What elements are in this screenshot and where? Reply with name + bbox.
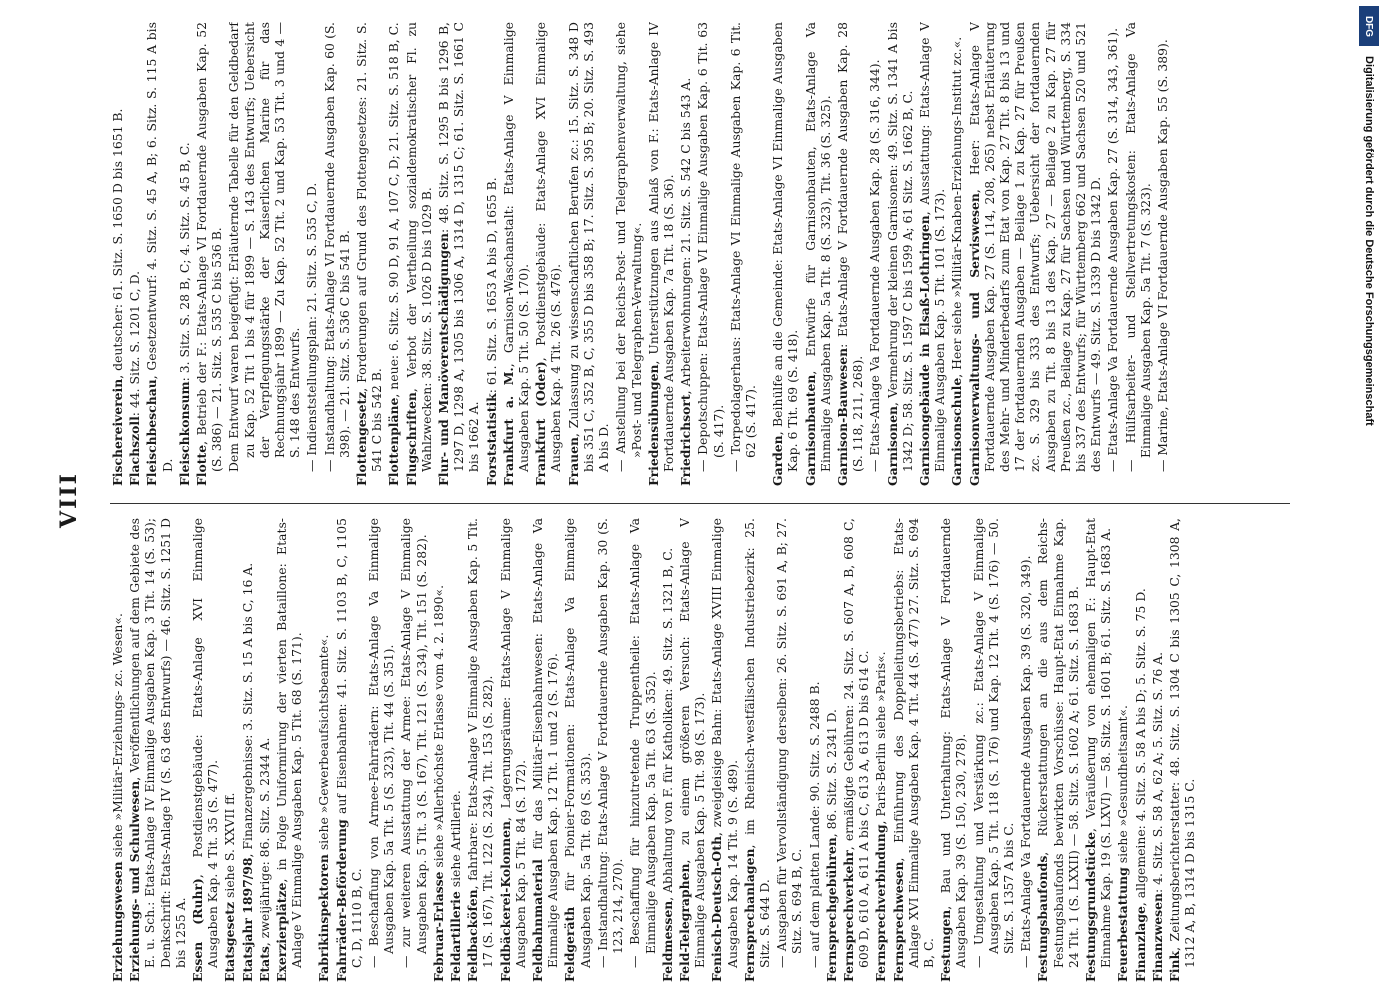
entry-text: siehe »Gesundheitsamt«.	[1115, 705, 1131, 868]
entry-text: , Finanzergebnisse: 3. Sitz. S. 15 A bis C, 16 A.	[239, 562, 255, 858]
entry-text: , in Folge Uniformirung der vierten Bataillone: Etats-Anlage V Einmalige Ausgaben Kap. 5 Tit. 68 (S. 171).	[274, 518, 305, 968]
entry-text: , zweigleisige Bahn: Etats-Anlage XVIII Einmalige Ausgaben Kap. 14 Tit. 9 (S. 489).	[709, 518, 740, 968]
entry-text: , zweijährige: 86. Sitz. S. 2344 A.	[256, 737, 272, 947]
side-strip	[1355, 0, 1383, 1000]
index-entry	[110, 22, 125, 486]
index-entry	[334, 518, 364, 982]
entry-headword: Fernsprechverbindung	[873, 824, 889, 982]
index-entry	[595, 518, 625, 982]
entry-headword: Flottengesetz	[354, 391, 370, 486]
entry-headword: Garnisonen	[884, 406, 900, 486]
index-entry	[366, 518, 396, 982]
entry-headword: Garnisongebäude in Elsaß-Lothringen	[916, 215, 932, 486]
index-entry	[436, 22, 482, 486]
entry-text: — Torpedolagerhaus: Etats-Anlage VI Einmalige Ausgaben Kap. 6 Tit. 62 (S. 417).	[727, 22, 758, 472]
entry-text: , Paris-Berlin siehe »Paris«.	[873, 651, 889, 825]
index-entry	[322, 22, 352, 486]
entry-text: , Postdienstgebäude: Etats-Anlage XVI Einmalige Ausgaben Kap. 4 Tit. 35 (S. 477).	[190, 518, 221, 968]
entry-headword: Forststatistik	[483, 393, 499, 486]
entry-headword: Frauen	[565, 436, 581, 486]
index-entry	[1115, 518, 1130, 982]
entry-headword: Flotte	[194, 444, 210, 486]
index-entry	[144, 22, 174, 486]
index-entry	[770, 22, 800, 486]
entry-headword: Finanzlage	[1132, 906, 1148, 982]
index-entry	[431, 518, 446, 982]
entry-text: , Bau und Unterhaltung: Etats-Anlage V Fortdauernde Ausgaben Kap. 39 (S. 150, 230, 278).	[938, 518, 969, 968]
entry-headword: Friedrichsort	[678, 394, 694, 486]
entry-headword: Feldbacköfen	[465, 889, 481, 982]
index-entry	[742, 518, 772, 982]
entry-headword: Fernsprechverkehr	[840, 850, 856, 982]
index-entry	[484, 22, 499, 486]
entry-text: — Depotschuppen: Etats-Anlage VI Einmalige Ausgaben Kap. 6 Tit. 63 (S. 417).	[695, 22, 726, 472]
index-entry	[824, 518, 839, 982]
index-entry	[1105, 22, 1120, 486]
index-entry	[660, 518, 675, 982]
entry-headword: Garden	[770, 435, 786, 486]
entry-headword: Fernsprechwesen	[890, 861, 906, 982]
entry-headword: Feldbäckerei-Kolonnen	[497, 821, 513, 982]
index-entry	[1133, 518, 1148, 982]
entry-headword: Flachszoll	[127, 416, 143, 486]
entry-text: , Rückerstattungen an die aus dem Reichs-Festungsbaufonds bewirkten Vorschüsse: Haupt-Etat Einnahme Kap. 24 Tit. 1 (S. LXXII) — 58. Sitz. S. 1602 A; 61. Sitz. S. 1683 B.	[1035, 518, 1081, 968]
entry-text: , Arbeiterwohnungen: 21. Sitz. S. 542 C bis 543 A.	[678, 77, 694, 395]
index-entry	[448, 518, 463, 982]
entry-text: siehe »Militär-Erziehungs- zc. Wesen«.	[110, 613, 125, 862]
index-entry	[354, 22, 384, 486]
entry-text: siehe S. XXVII ff.	[222, 792, 238, 902]
entry-text: , im Rheinisch-westfälischen Industriebezirk: 25. Sitz. S. 644 D.	[741, 518, 772, 968]
index-entry	[646, 22, 676, 486]
index-entry	[709, 518, 739, 982]
entry-text: auf Eisenbahnen: 41. Sitz. S. 1103 B, C, 1105 C, D, 1110 B, C.	[333, 518, 364, 968]
entry-headword: Fischereiverein	[110, 378, 125, 486]
entry-headword: Fernsprechgebühren	[823, 837, 839, 982]
entry-headword: Fenisch-Deutsch-Oth	[709, 836, 725, 982]
index-entry	[774, 518, 804, 982]
entry-headword: Feuerbestattung	[1115, 867, 1131, 982]
entry-headword: Flur- und Manöverentschädigungen	[436, 233, 452, 486]
index-entry	[562, 518, 592, 982]
index-entry	[677, 518, 707, 982]
entry-text: , deutscher: 61. Sitz. S. 1650 D bis 1651 B.	[110, 108, 125, 379]
index-entry	[917, 22, 947, 486]
entry-text: , Forderungen auf Grund des Flottengesetzes: 21. Sitz. S. 541 C bis 542 B.	[354, 22, 385, 472]
index-entry	[885, 22, 915, 486]
entry-text: siehe »Gewerbeaufsichtsbeamte«.	[316, 634, 332, 855]
entry-text: — Anstellung bei der Reichs-Post- und Telegraphenverwaltung, siehe »Post- und Telegraphen-Verwaltung«.	[613, 22, 644, 472]
entry-headword: Festungen	[938, 909, 954, 982]
index-entry	[728, 22, 758, 486]
index-entry	[304, 22, 319, 486]
index-entry	[867, 22, 882, 486]
entry-headword: Frankfurt (Oder)	[533, 361, 549, 486]
index-entry	[695, 22, 725, 486]
entry-headword: Garnison-Bauwesen	[834, 347, 850, 486]
entry-headword: Feldartillerie	[448, 891, 464, 982]
index-entry	[678, 22, 693, 486]
index-entry	[194, 22, 224, 486]
index-entry	[971, 518, 1017, 982]
entry-text: für Pionier-Formationen: Etats-Anlage Va Einmalige Ausgaben Kap. 5a Tit. 69 (S. 353).	[562, 518, 593, 968]
entry-headword: Fernsprechanlagen	[741, 848, 757, 982]
index-column-left	[110, 518, 1290, 982]
entry-text: — Indienststellungsplan: 21. Sitz. S. 535 C, D.	[304, 182, 320, 472]
entry-headword: Etatsjahr 1897/98	[239, 857, 255, 982]
entry-headword: Etats	[256, 946, 272, 982]
index-entry	[222, 518, 237, 982]
index-entry	[807, 518, 822, 982]
entry-headword: Feldbahnmaterial	[530, 859, 546, 982]
entry-text: — Beschaffung für hinzutretende Truppentheile: Etats-Anlage Va Einmalige Ausgaben Kap. 5a Tit. 63 (S. 352).	[627, 518, 658, 968]
entry-headword: Erziehungs- und Schulwesen	[127, 780, 143, 982]
index-entry	[1018, 518, 1033, 982]
entry-text: , Postdienstgebäude: Etats-Anlage XVI Einmalige Ausgaben Kap. 4 Tit. 26 (S. 476).	[533, 22, 564, 472]
entry-headword: Flottenpläne	[386, 397, 402, 486]
index-entry	[127, 518, 188, 982]
entry-text: , Abhaltung von F. für Katholiken: 49. Sitz. S. 1321 B, C.	[659, 547, 675, 901]
dfg-logo: DFG	[1359, 6, 1379, 46]
entry-headword: Fahrräder-Beförderung	[333, 819, 349, 982]
entry-headword: Frankfurt a. M.	[500, 367, 516, 486]
entry-text: , Garnison-Waschanstalt: Etats-Anlage V Einmalige Ausgaben Kap. 5 Tit. 50 (S. 170).	[500, 22, 532, 472]
index-entry	[274, 518, 304, 982]
entry-text: : 3. Sitz. S. 28 B, C; 4. Sitz. S. 45 B, C.	[176, 142, 192, 382]
entry-headword: Feldmessen	[659, 900, 675, 982]
index-entry	[1167, 518, 1197, 982]
page-number: VIII	[56, 472, 82, 528]
entry-headword: Etatsgesetz	[222, 901, 238, 982]
entry-text: , Zeitungsberichterstatter: 48. Sitz. S. 1304 C bis 1305 C, 1308 A, 1312 A, B, 1314 D bis 1315 C.	[1167, 518, 1198, 968]
index-entry	[613, 22, 643, 486]
entry-headword: Finanzwesen	[1149, 892, 1165, 982]
index-entry	[1035, 518, 1081, 982]
digitization-note-text: Digitalisierung gefördert durch die Deutsche Forschungsgemeinschaft	[1363, 56, 1375, 426]
entry-text: — Ausgaben für Vervollständigung derselben: 26. Sitz. S. 691 A, B; 27. Sitz. S. 694 B, C.	[774, 518, 805, 968]
entry-text: siehe Artillerie.	[448, 790, 464, 892]
entry-text: : Etats-Anlage V Fortdauernde Ausgaben Kap. 28 (S. 118, 211, 268).	[834, 22, 866, 472]
entry-headword: Feldgeräth	[562, 906, 578, 982]
digitization-note	[1361, 56, 1377, 956]
entry-text: , Vermehrung der kleinen Garnisonen: 49. Sitz. S. 1341 A bis 1342 D; 58. Sitz. S. 1597 C bis 1599 A; 61 Sitz. S. 1662 B, C.	[884, 22, 915, 472]
entry-headword: Exerzierplätze	[274, 882, 290, 982]
index-entry	[127, 22, 142, 486]
index-entry	[835, 22, 865, 486]
entry-headword: Garnisonbauten	[802, 374, 818, 486]
entry-headword: Fink	[1167, 950, 1182, 982]
entry-text: , Heer: Etats-Anlage V Fortdauernde Ausgaben Kap. 27 (S. 114, 208, 265) nebst Erläuterung des Mehr- und Minderbedarfs zum Etat von Kap. 27 Tit. 8 bis 13 und 17 der fortdauernden Ausgaben — Beilage 1 zu Kap. 27 für Preußen zc. S. 329 bis 333 des Entwurfs; Uebersicht der fortdauernden Ausgaben zu Tit. 8 bis 13 des Kap. 27 — Beilage 2 zu Kap. 27 für Preußen zc., Beilage zu Kap. 27 für Sachsen und Württemberg, S. 334 bis 337 des Entwurfs; für Württemberg 662 und Sachsen 520 und 521 des Entwurfs — 49. Sitz. S. 1339 D bis 1342 D.	[966, 22, 1104, 472]
entry-text: : 4. Sitz. S. 58 A, 62 A; 5. Sitz. S. 76 A.	[1149, 651, 1165, 893]
entry-text: : 61. Sitz. S. 1653 A bis D, 1655 B.	[483, 177, 499, 394]
entry-text: — Marine, Etats-Anlage VI Fortdauernde Ausgaben Kap. 55 (S. 389).	[1155, 39, 1170, 472]
entry-text: , Einführung des Doppelleitungsbetriebs: Etats-Anlage XVI Einmalige Ausgaben Kap. 4 Tit. 44 (S. 477) 27. Sitz. S. 694 B, C.	[890, 518, 936, 968]
index-entry	[938, 518, 968, 982]
entry-headword: Februar-Erlasse	[430, 871, 446, 982]
index-entry	[1123, 22, 1153, 486]
entry-text: — Etats-Anlage Va Fortdauernde Ausgaben Kap. 27 (S. 314, 343, 361).	[1105, 27, 1121, 472]
entry-text: , 86. Sitz. S. 2341 D.	[823, 709, 839, 838]
entry-text: , allgemeine: 4. Sitz. S. 58 A bis D; 5. Sitz. S. 75 D.	[1132, 588, 1148, 907]
index-entry	[533, 22, 563, 486]
entry-text: siehe »Allerhöchste Erlasse vom 4. 2. 1890«.	[430, 584, 446, 872]
entry-headword: Fleischkonsum	[176, 381, 192, 486]
entry-headword: Fabrikinspektoren	[316, 854, 332, 982]
entry-text: — Beschaffung von Armee-Fahrrädern: Etats-Anlage Va Einmalige Ausgaben Kap. 5a Tit. 5 (S. 323), Tit. 44 (S. 351).	[366, 518, 397, 968]
index-entry	[226, 22, 302, 486]
index-entry	[257, 518, 272, 982]
entry-text: , Beihülfe an die Gemeinde: Etats-Anlage VI Einmalige Ausgaben Kap. 6 Tit. 69 (S. 418).	[770, 22, 801, 472]
entry-text: — zur weiteren Ausstattung der Armee: Etats-Anlage V Einmalige Ausgaben Kap. 5 Tit. 3 (S. 167), Tit. 121 (S. 234), Tit. 151 (S. 282).	[398, 518, 429, 968]
entry-text: — Instandhaltung: Etats-Anlage VI Fortdauernde Ausgaben Kap. 60 (S. 398). — 21. Sitz. S. 536 C bis 541 B.	[321, 22, 352, 472]
index-entry	[498, 518, 528, 982]
entry-text: — Umgestaltung und Verstärkung zc.: Etats-Anlage V Einmalige Ausgaben Kap. 5 Tit. 118 (S. 176) und Kap. 12 Tit. 4 (S. 176) — 50. Sitz. S. 1357 A bis C.	[970, 518, 1016, 968]
entry-headword: Erziehungswesen	[110, 861, 125, 982]
entry-headword: Festungsbaufonds	[1035, 855, 1051, 982]
entry-headword: Feld-Telegraphen	[676, 863, 692, 982]
entry-headword: Friedensübungen	[645, 364, 661, 486]
index-entry	[177, 22, 192, 486]
entry-text: , Veröffentlichungen auf dem Gebiete des E. u. Sch.: Etats-Anlage IV Einmalige Ausgaben Kap. 3 Tit. 14 (S. 53); Denkschrift: Etats-Anlage IV (S. 63 des Entwurfs) — 46. Sitz. S. 1251 D bis 1255 A.	[127, 518, 188, 968]
column-divider	[110, 503, 1290, 504]
index-entry	[240, 518, 255, 982]
entry-text: , Gesetzentwurf: 4. Sitz. S. 45 A, B; 6. Sitz. S. 115 A bis D.	[144, 22, 175, 472]
entry-text: , ermäßigte Gebühren: 24. Sitz. S. 607 A, B, 608 C, 609 D, 610 A, 611 A bis C, 613 A, 613 D bis 614 C.	[840, 518, 872, 968]
entry-text: , Veräußerung von ehemaligen F.: Haupt-Etat Einnahme Kap. 19 (S. LXVI) — 58. Sitz. S. 1601 B; 61. Sitz. S. 1683 A.	[1082, 518, 1114, 968]
index-column-right	[110, 22, 1290, 486]
entry-text: , Verbot der Vertheilung sozialdemokratischer Fl. zu Wahlzwecken: 38. Sitz. S. 1026 D bis 1029 B.	[403, 22, 434, 472]
entry-text: Dem Entwurf waren beigefügt: Erläuternde Tabelle für den Geldbedarf zu Kap. 52 Tit 1 bis 4 für 1899 — S. 143 des Entwurfs; Uebersicht der Verpflegungsstärke der Kaiserlichen Marine für das Rechnungsjahr 1899 — Zu Kap. 52 Tit. 2 und Kap. 53 Tit. 3 und 4 — S. 148 des Entwurfs.	[226, 22, 303, 472]
entry-text: , Unterstützungen aus Anlaß von F.: Etats-Anlage IV Fortdauernde Ausgaben Kap. 7a Tit. 18 (S. 36).	[645, 22, 676, 472]
entry-text: , Betrieb der F.: Etats-Anlage VI Fortdauernde Ausgaben Kap. 52 (S. 386) — 21. Sitz. S. 535 C bis 536 B.	[194, 22, 225, 472]
entry-text: , Ausstattung: Etats-Anlage V Einmalige Ausgaben Kap. 5 Tit. 101 (S. 173).	[916, 22, 948, 472]
entry-text: — Etats-Anlage Va Fortdauernde Ausgaben Kap. 39 (S. 320, 349).	[1018, 555, 1034, 968]
entry-text: , zu einem größeren Versuch: Etats-Anlage V Einmalige Ausgaben Kap. 5 Tit. 98 (S. 173).	[676, 518, 708, 968]
entry-text: , Zulassung zu wissenschaftlichen Berufen zc.: 15. Sitz. S. 348 D bis 351 C, 352 B, C, 355 D bis 358 B; 17. Sitz. S. 395 B; 20. Sitz. S. 493 A bis D.	[565, 22, 612, 472]
index-entry	[501, 22, 531, 486]
entry-text: — Etats-Anlage Va Fortdauernde Ausgaben Kap. 28 (S. 316, 344).	[867, 59, 883, 472]
index-entry	[627, 518, 657, 982]
index-entry	[398, 518, 428, 982]
index-entry	[465, 518, 495, 982]
entry-text: — Instandhaltung: Etats-Anlage V Fortdauernde Ausgaben Kap. 30 (S. 123, 214, 270).	[594, 518, 626, 968]
entry-headword: Essen (Ruhr)	[190, 878, 206, 982]
index-entry	[566, 22, 612, 486]
entry-text: : 48. Sitz. S. 1295 B bis 1296 B, 1297 D, 1298 A, 1305 bis 1306 A, 1314 D, 1315 C; 61. Sitz. S. 1661 C bis 1662 A.	[436, 22, 482, 472]
index-entry	[530, 518, 560, 982]
index-entry	[404, 22, 434, 486]
entry-headword: Garnisonschule	[949, 377, 965, 486]
index-entry	[1083, 518, 1113, 982]
index-entry	[316, 518, 331, 982]
index-entry	[386, 22, 401, 486]
index-entry	[949, 22, 964, 486]
entry-text: , Lagerungsräume: Etats-Anlage V Einmalige Ausgaben Kap. 5 Tit. 84 (S. 172).	[497, 518, 528, 968]
entry-text: : 44. Sitz. S. 1201 C, D.	[127, 270, 143, 417]
entry-headword: Festungsgrundstücke	[1082, 832, 1098, 982]
entry-headword: Flugschriften	[403, 392, 419, 486]
index-entry	[1155, 22, 1170, 486]
entry-text: , Entwürfe für Garnisonbauten, Etats-Anlage Va Einmalige Ausgaben Kap. 5a Tit. 8 (S. 323), Tit. 36 (S. 325).	[802, 22, 833, 472]
index-entry	[1150, 518, 1165, 982]
entry-text: , Heer siehe »Militär-Knaben-Erziehungs-Institut zc.«.	[949, 36, 965, 378]
index-entry	[873, 518, 888, 982]
entry-text: , neue: 6. Sitz. S. 90 D, 91 A, 107 C, D; 21. Sitz. S. 518 B, C.	[386, 22, 402, 398]
entry-text: — auf dem platten Lande: 90. Sitz. S. 2488 B.	[806, 681, 822, 968]
index-entry	[803, 22, 833, 486]
entry-text: für das Militär-Eisenbahnwesen: Etats-Anlage Va Einmalige Ausgaben Kap. 12 Tit. 1 und 2 (S. 176).	[530, 518, 561, 968]
index-entry	[891, 518, 937, 982]
index-entry	[190, 518, 220, 982]
entry-text: — Hülfsarbeiter- und Stellvertretungskosten: Etats-Anlage Va Einmalige Ausgaben Kap. 5a Tit. 7 (S. 323).	[1122, 22, 1153, 472]
entry-headword: Fleischbeschau	[144, 379, 160, 486]
index-entry	[841, 518, 871, 982]
index-entry	[967, 22, 1104, 486]
entry-text: , fahrbare: Etats-Anlage V Einmalige Ausgaben Kap. 5 Tit. 17 (S. 167), Tit. 122 (S. 234), Tit. 153 (S. 282).	[465, 518, 496, 968]
index-body	[110, 18, 1290, 982]
index-entry	[110, 518, 125, 982]
entry-headword: Garnisonverwaltungs- und Serviswesen	[966, 193, 982, 486]
